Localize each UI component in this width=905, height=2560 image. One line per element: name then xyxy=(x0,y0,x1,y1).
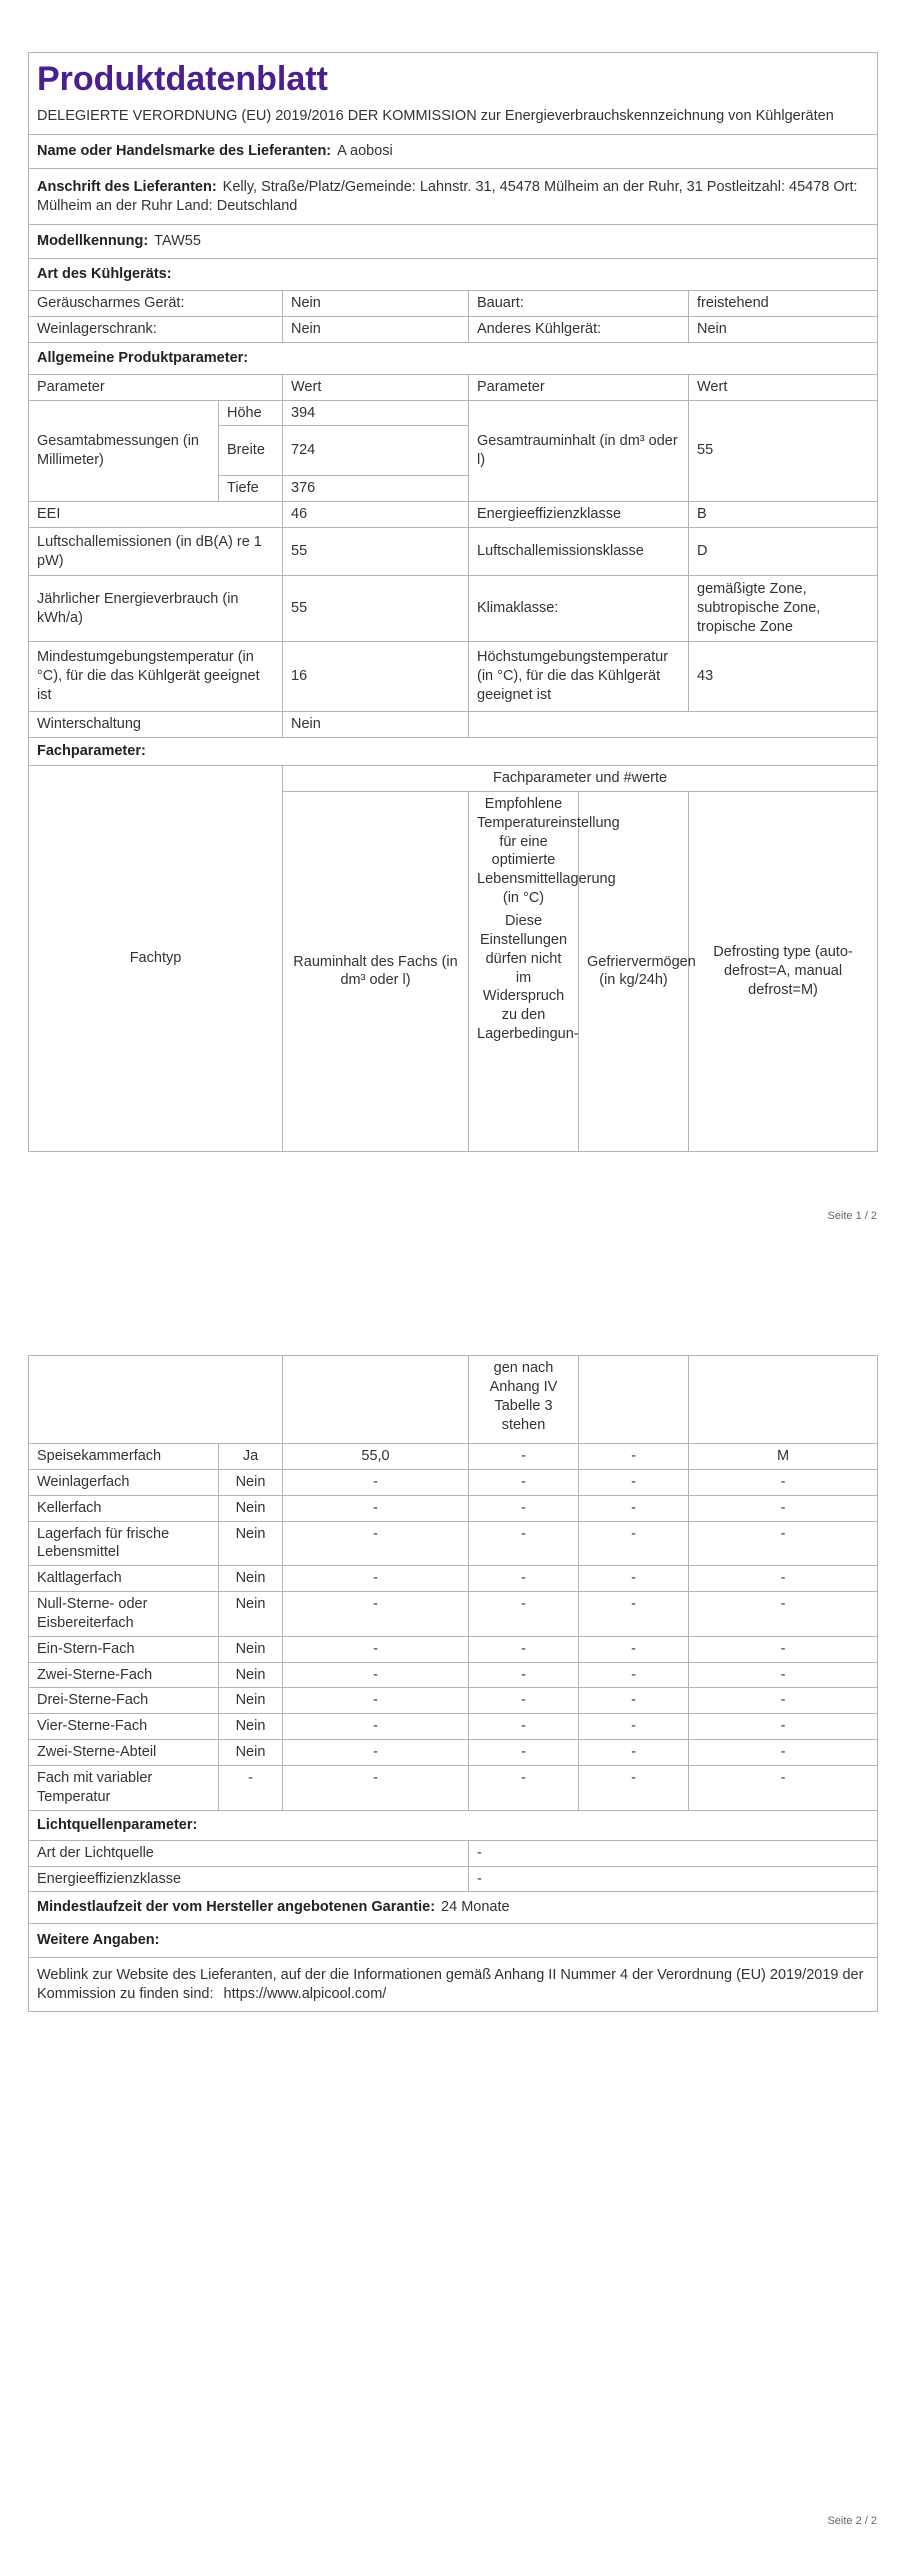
compartment-volume: - xyxy=(283,1469,469,1495)
climate-label: Klimaklasse: xyxy=(469,576,689,642)
compartment-type: Speisekammerfach xyxy=(29,1444,219,1470)
appliance-type-row xyxy=(29,291,878,317)
dim-depth-label: Tiefe xyxy=(219,476,283,502)
dim-width-value: 724 xyxy=(283,426,469,476)
compartment-freeze: - xyxy=(579,1444,689,1470)
regulation-subtitle: DELEGIERTE VERORDNUNG (EU) 2019/2016 DER KOMMISSION zur Energieverbrauchskennzeichnung von Kühlgeräten xyxy=(29,105,878,134)
compartment-type: Zwei-Sterne-Abteil xyxy=(29,1740,219,1766)
cell-label: Weinlagerschrank: xyxy=(29,316,283,342)
compartment-present: Nein xyxy=(219,1521,283,1566)
appliance-type-row xyxy=(29,316,878,342)
dim-height-value: 394 xyxy=(283,400,469,426)
col-freeze-capacity: Gefriervermögen (in kg/24h) xyxy=(579,791,689,1151)
col-temp-note: Diese Einstellungen dürfen nicht im Widerspruch zu den Lagerbedingun- xyxy=(477,913,579,1043)
light-class-label: Energieeffizienzklasse xyxy=(29,1866,469,1892)
light-class-value: - xyxy=(469,1866,878,1892)
compartment-present: Nein xyxy=(219,1469,283,1495)
cell-label: Geräuscharmes Gerät: xyxy=(29,291,283,317)
compartment-present: Nein xyxy=(219,1688,283,1714)
compartment-type: Lagerfach für frische Lebensmittel xyxy=(29,1521,219,1566)
page-2 xyxy=(28,1355,877,2012)
compartment-type: Ein-Stern-Fach xyxy=(29,1636,219,1662)
compartment-present: Nein xyxy=(219,1662,283,1688)
dimensions-label: Gesamtabmessungen (in Millimeter) xyxy=(29,400,219,502)
light-source-heading: Lichtquellenparameter: xyxy=(29,1810,878,1840)
col-parameter: Parameter xyxy=(469,374,689,400)
compartment-temp: - xyxy=(469,1521,579,1566)
col-value: Wert xyxy=(283,374,469,400)
compartment-freeze: - xyxy=(579,1566,689,1592)
noise-class-label: Luftschallemissionsklasse xyxy=(469,528,689,576)
compartment-freeze: - xyxy=(579,1662,689,1688)
supplier-name-value: A aobosi xyxy=(337,143,393,160)
compartment-freeze: - xyxy=(579,1740,689,1766)
winter-label: Winterschaltung xyxy=(29,712,283,738)
further-info-heading: Weitere Angaben: xyxy=(29,1924,878,1958)
general-params-heading: Allgemeine Produktparameter: xyxy=(29,342,878,374)
warranty-label: Mindestlaufzeit der vom Hersteller angebotenen Garantie: xyxy=(37,1899,436,1916)
compartment-present: - xyxy=(219,1765,283,1810)
compartment-volume: - xyxy=(283,1521,469,1566)
compartment-defrost: - xyxy=(689,1566,878,1592)
compartment-defrost: - xyxy=(689,1636,878,1662)
compartment-present: Nein xyxy=(219,1592,283,1637)
compartment-type: Drei-Sterne-Fach xyxy=(29,1688,219,1714)
col-fachtyp: Fachtyp xyxy=(29,765,283,1151)
noise-label: Luftschallemissionen (in dB(A) re 1 pW) xyxy=(29,528,283,576)
compartment-row xyxy=(29,1592,878,1637)
compartment-rows xyxy=(29,1444,878,1811)
model-row xyxy=(29,225,878,259)
compartment-volume: - xyxy=(283,1592,469,1637)
compartment-volume: - xyxy=(283,1740,469,1766)
max-temp-value: 43 xyxy=(689,642,878,712)
compartment-freeze: - xyxy=(579,1469,689,1495)
supplier-website-link[interactable]: https://www.alpicool.com/ xyxy=(223,1985,387,2002)
volume-value: 55 xyxy=(689,400,878,502)
col-fachtyp-cont xyxy=(29,1356,283,1444)
compartment-temp: - xyxy=(469,1566,579,1592)
compartment-volume: - xyxy=(283,1765,469,1810)
compartment-defrost: - xyxy=(689,1521,878,1566)
compartment-row xyxy=(29,1765,878,1810)
compartment-present: Ja xyxy=(219,1444,283,1470)
page-1 xyxy=(28,52,877,1152)
model-value: TAW55 xyxy=(154,233,201,250)
compartment-temp: - xyxy=(469,1495,579,1521)
model-label: Modellkennung: xyxy=(37,233,149,250)
compartment-temp: - xyxy=(469,1765,579,1810)
page-title: Produktdatenblatt xyxy=(29,53,878,106)
general-params-header xyxy=(29,374,878,400)
compartment-present: Nein xyxy=(219,1740,283,1766)
compartment-freeze: - xyxy=(579,1688,689,1714)
supplier-address-value: Kelly, Straße/Platz/Gemeinde: Lahnstr. 31, 45478 Mülheim an der Ruhr, 31 Postleitzahl: 45478 Ort: Mülheim an der Ruhr Land: Deutschland xyxy=(37,178,858,214)
compartment-temp: - xyxy=(469,1714,579,1740)
compartment-row xyxy=(29,1566,878,1592)
cell-value: Nein xyxy=(283,291,469,317)
dim-width-label: Breite xyxy=(219,426,283,476)
light-type-value: - xyxy=(469,1840,878,1866)
col-defrost-cont xyxy=(689,1356,878,1444)
compartment-row xyxy=(29,1636,878,1662)
datasheet-page-2 xyxy=(28,1355,878,2012)
compartment-row xyxy=(29,1740,878,1766)
noise-value: 55 xyxy=(283,528,469,576)
datasheet-page-1 xyxy=(28,52,878,1152)
winter-value: Nein xyxy=(283,712,469,738)
compartment-type: Vier-Sterne-Fach xyxy=(29,1714,219,1740)
col-temp-setting-text: Empfohlene Temperatureinstellung für eine optimierte Lebensmittellagerung (in °C) xyxy=(477,795,620,907)
eei-value: 46 xyxy=(283,502,469,528)
min-temp-label: Mindestumgebungstemperatur (in °C), für die das Kühlgerät geeignet ist xyxy=(29,642,283,712)
compartment-defrost: - xyxy=(689,1495,878,1521)
volume-label: Gesamtrauminhalt (in dm³ oder l) xyxy=(469,400,689,502)
cell-value: Nein xyxy=(689,316,878,342)
cell-value: freistehend xyxy=(689,291,878,317)
energy-label: Jährlicher Energieverbrauch (in kWh/a) xyxy=(29,576,283,642)
compartment-defrost: - xyxy=(689,1469,878,1495)
compartment-temp: - xyxy=(469,1636,579,1662)
page-number-1: Seite 1 / 2 xyxy=(827,1210,877,1222)
compartment-volume: - xyxy=(283,1566,469,1592)
compartment-type: Null-Sterne- oder Eisbereiterfach xyxy=(29,1592,219,1637)
compartment-type: Zwei-Sterne-Fach xyxy=(29,1662,219,1688)
col-freeze-cont xyxy=(579,1356,689,1444)
compartment-defrost: M xyxy=(689,1444,878,1470)
compartment-type: Fach mit variabler Temperatur xyxy=(29,1765,219,1810)
compartment-row xyxy=(29,1495,878,1521)
supplier-address-label: Anschrift des Lieferanten: xyxy=(37,178,217,195)
supplier-name-label: Name oder Handelsmarke des Lieferanten: xyxy=(37,143,332,160)
compartment-freeze: - xyxy=(579,1765,689,1810)
eei-label: EEI xyxy=(29,502,283,528)
compartments-heading: Fachparameter: xyxy=(29,737,878,765)
warranty-row xyxy=(29,1892,878,1924)
compartment-row xyxy=(29,1714,878,1740)
col-volume: Rauminhalt des Fachs (in dm³ oder l) xyxy=(283,791,469,1151)
compartment-freeze: - xyxy=(579,1714,689,1740)
page-number-2: Seite 2 / 2 xyxy=(827,2515,877,2527)
compartment-temp: - xyxy=(469,1444,579,1470)
compartment-defrost: - xyxy=(689,1592,878,1637)
climate-value: gemäßigte Zone, subtropische Zone, tropische Zone xyxy=(689,576,878,642)
compartment-freeze: - xyxy=(579,1521,689,1566)
light-type-label: Art der Lichtquelle xyxy=(29,1840,469,1866)
compartment-volume: - xyxy=(283,1662,469,1688)
ee-class-value: B xyxy=(689,502,878,528)
compartment-temp: - xyxy=(469,1592,579,1637)
compartment-freeze: - xyxy=(579,1592,689,1637)
noise-class-value: D xyxy=(689,528,878,576)
compartment-type: Weinlagerfach xyxy=(29,1469,219,1495)
cell-label: Anderes Kühlgerät: xyxy=(469,316,689,342)
compartment-defrost: - xyxy=(689,1688,878,1714)
dim-height-label: Höhe xyxy=(219,400,283,426)
col-volume-cont xyxy=(283,1356,469,1444)
compartment-present: Nein xyxy=(219,1636,283,1662)
col-temp-note-cont: gen nach Anhang IV Tabelle 3 stehen xyxy=(469,1356,579,1444)
compartment-temp: - xyxy=(469,1740,579,1766)
col-defrost-type: Defrosting type (auto-defrost=A, manual defrost=M) xyxy=(689,791,878,1151)
empty-cell xyxy=(469,712,878,738)
compartment-group-header: Fachparameter und #werte xyxy=(283,765,878,791)
compartment-defrost: - xyxy=(689,1740,878,1766)
compartment-temp: - xyxy=(469,1662,579,1688)
compartment-freeze: - xyxy=(579,1636,689,1662)
compartment-present: Nein xyxy=(219,1495,283,1521)
compartment-volume: - xyxy=(283,1688,469,1714)
col-parameter: Parameter xyxy=(29,374,283,400)
compartment-temp: - xyxy=(469,1688,579,1714)
cell-value: Nein xyxy=(283,316,469,342)
compartment-row xyxy=(29,1688,878,1714)
compartment-defrost: - xyxy=(689,1765,878,1810)
further-info-text: Weblink zur Website des Lieferanten, auf der die Informationen gemäß Anhang II Nummer 4 der Verordnung (EU) 2019/2019 der Kommission zu finden sind: xyxy=(37,1967,864,2002)
col-value: Wert xyxy=(689,374,878,400)
compartment-volume: 55,0 xyxy=(283,1444,469,1470)
col-temp-setting xyxy=(469,791,620,1151)
appliance-type-heading: Art des Kühlgeräts: xyxy=(29,259,878,291)
further-info-row xyxy=(29,1958,878,2012)
compartment-defrost: - xyxy=(689,1714,878,1740)
energy-value: 55 xyxy=(283,576,469,642)
compartment-temp: - xyxy=(469,1469,579,1495)
max-temp-label: Höchstumgebungstemperatur (in °C), für die das Kühlgerät geeignet ist xyxy=(469,642,689,712)
compartment-present: Nein xyxy=(219,1566,283,1592)
compartment-row xyxy=(29,1521,878,1566)
min-temp-value: 16 xyxy=(283,642,469,712)
compartment-present: Nein xyxy=(219,1714,283,1740)
compartment-volume: - xyxy=(283,1636,469,1662)
compartment-volume: - xyxy=(283,1714,469,1740)
compartment-row xyxy=(29,1469,878,1495)
warranty-value: 24 Monate xyxy=(441,1899,510,1916)
cell-label: Bauart: xyxy=(469,291,689,317)
compartment-type: Kellerfach xyxy=(29,1495,219,1521)
compartment-row xyxy=(29,1444,878,1470)
compartment-type: Kaltlagerfach xyxy=(29,1566,219,1592)
ee-class-label: Energieeffizienzklasse xyxy=(469,502,689,528)
compartment-row xyxy=(29,1662,878,1688)
compartment-volume: - xyxy=(283,1495,469,1521)
supplier-address-row xyxy=(29,169,878,225)
supplier-name-row xyxy=(29,135,878,169)
compartment-freeze: - xyxy=(579,1495,689,1521)
dim-depth-value: 376 xyxy=(283,476,469,502)
compartment-defrost: - xyxy=(689,1662,878,1688)
